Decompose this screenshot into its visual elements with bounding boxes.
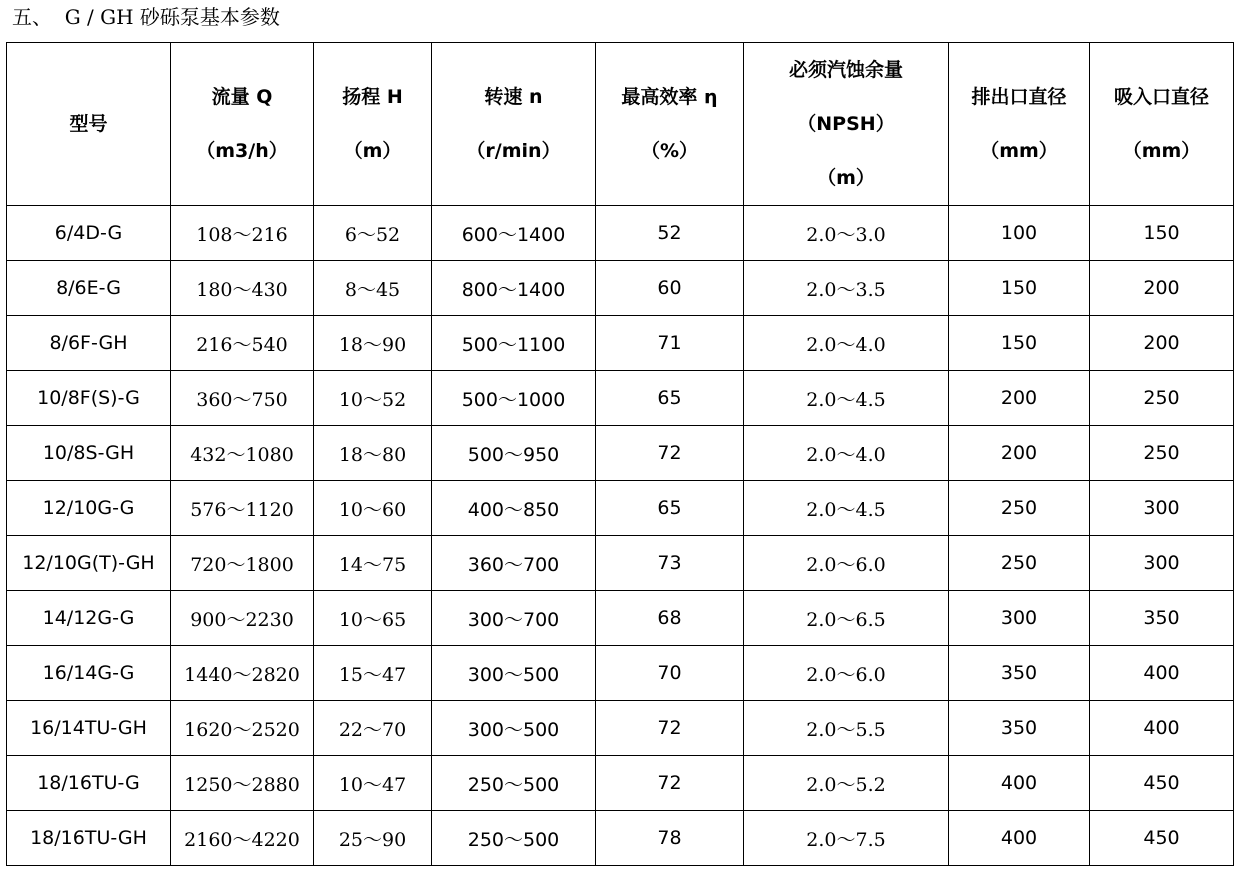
header-line: （mm）: [980, 140, 1058, 162]
cell-npsh: [744, 591, 949, 646]
cell-value: 432～1080: [190, 443, 294, 466]
header-line: （m3/h）: [196, 140, 288, 162]
cell-value: 10/8S-GH: [42, 442, 135, 464]
cell-flow: [171, 646, 314, 701]
cell-flow: [171, 371, 314, 426]
cell-value: 8～45: [344, 278, 401, 301]
cell-inlet-diameter: [1090, 591, 1234, 646]
cell-speed: [432, 261, 596, 316]
cell-npsh: [744, 206, 949, 261]
cell-value: 200: [1000, 442, 1038, 464]
cell-value: 250: [1143, 442, 1180, 464]
cell-value: 25～90: [338, 828, 407, 851]
cell-value: 250～500: [467, 773, 560, 796]
cell-speed: [432, 756, 596, 811]
cell-value: 6～52: [344, 223, 401, 246]
cell-outlet-diameter: [949, 206, 1090, 261]
cell-efficiency: [596, 646, 744, 701]
cell-model: [7, 811, 171, 866]
cell-inlet-diameter: [1090, 426, 1234, 481]
header-line: 最高效率 η: [621, 86, 718, 108]
cell-flow: [171, 591, 314, 646]
cell-value: 68: [657, 607, 682, 629]
cell-value: 500～1000: [461, 388, 566, 411]
cell-value: 2.0～4.5: [806, 388, 886, 411]
header-model: [7, 43, 171, 206]
cell-speed: [432, 591, 596, 646]
header-outlet-diameter: [949, 43, 1090, 206]
cell-value: 250: [1000, 497, 1038, 519]
cell-head: [314, 811, 432, 866]
table-row: [7, 591, 1234, 646]
cell-value: 2.0～7.5: [806, 828, 886, 851]
cell-flow: [171, 316, 314, 371]
cell-value: 150: [1000, 277, 1038, 299]
cell-model: [7, 426, 171, 481]
cell-inlet-diameter: [1090, 811, 1234, 866]
cell-value: 22～70: [338, 718, 407, 741]
cell-value: 72: [657, 717, 682, 739]
cell-value: 400～850: [467, 498, 560, 521]
cell-value: 250: [1143, 387, 1180, 409]
cell-value: 12/10G(T)-GH: [22, 552, 155, 574]
cell-value: 16/14G-G: [42, 662, 135, 684]
table-row: [7, 811, 1234, 866]
header-line: 必须汽蚀余量: [788, 59, 903, 81]
cell-value: 10/8F(S)-G: [37, 387, 140, 409]
table-row: [7, 206, 1234, 261]
cell-flow: [171, 261, 314, 316]
cell-head: [314, 536, 432, 591]
cell-npsh: [744, 646, 949, 701]
cell-value: 70: [657, 662, 682, 684]
cell-value: 1250～2880: [184, 773, 300, 796]
cell-efficiency: [596, 756, 744, 811]
cell-efficiency: [596, 426, 744, 481]
cell-model: [7, 591, 171, 646]
cell-outlet-diameter: [949, 316, 1090, 371]
cell-model: [7, 206, 171, 261]
cell-model: [7, 261, 171, 316]
cell-value: 600～1400: [461, 223, 566, 246]
cell-value: 350: [1000, 717, 1038, 739]
table-header: [7, 43, 1234, 206]
cell-outlet-diameter: [949, 426, 1090, 481]
header-line: 型号: [69, 112, 108, 135]
header-flow: [171, 43, 314, 206]
cell-head: [314, 206, 432, 261]
cell-value: 400: [1000, 772, 1038, 794]
cell-value: 200: [1000, 387, 1038, 409]
header-line: 排出口直径: [971, 86, 1067, 108]
cell-value: 18～80: [338, 443, 407, 466]
cell-value: 108～216: [196, 223, 288, 246]
table-row: [7, 316, 1234, 371]
header-line: （m）: [343, 140, 402, 162]
cell-npsh: [744, 536, 949, 591]
cell-head: [314, 481, 432, 536]
cell-value: 72: [657, 772, 682, 794]
cell-value: 10～52: [338, 388, 407, 411]
cell-value: 16/14TU-GH: [30, 717, 147, 739]
cell-npsh: [744, 811, 949, 866]
table-row: [7, 426, 1234, 481]
cell-value: 52: [657, 222, 682, 244]
cell-npsh: [744, 756, 949, 811]
cell-inlet-diameter: [1090, 536, 1234, 591]
cell-value: 350: [1143, 607, 1180, 629]
cell-value: 200: [1143, 332, 1180, 354]
cell-head: [314, 646, 432, 701]
header-line: 吸入口直径: [1113, 86, 1209, 108]
header-line: （r/min）: [466, 140, 561, 162]
cell-npsh: [744, 316, 949, 371]
cell-inlet-diameter: [1090, 261, 1234, 316]
cell-efficiency: [596, 591, 744, 646]
cell-head: [314, 756, 432, 811]
cell-npsh: [744, 371, 949, 426]
cell-value: 2.0～6.0: [806, 553, 886, 576]
cell-value: 71: [657, 332, 682, 354]
table-row: [7, 756, 1234, 811]
cell-head: [314, 316, 432, 371]
header-line: 扬程 H: [342, 86, 403, 108]
cell-value: 300～700: [467, 608, 560, 631]
header-speed: [432, 43, 596, 206]
cell-model: [7, 756, 171, 811]
table-row: [7, 261, 1234, 316]
cell-flow: [171, 811, 314, 866]
cell-value: 2.0～4.0: [806, 443, 886, 466]
cell-value: 2.0～6.0: [806, 663, 886, 686]
cell-value: 216～540: [196, 333, 288, 356]
cell-value: 8/6F-GH: [49, 332, 128, 354]
cell-npsh: [744, 261, 949, 316]
cell-value: 2.0～3.0: [806, 223, 886, 246]
cell-speed: [432, 316, 596, 371]
cell-head: [314, 261, 432, 316]
cell-value: 2.0～4.0: [806, 333, 886, 356]
cell-value: 180～430: [196, 278, 288, 301]
cell-value: 65: [657, 497, 682, 519]
cell-outlet-diameter: [949, 261, 1090, 316]
cell-head: [314, 591, 432, 646]
table-row: [7, 536, 1234, 591]
cell-speed: [432, 646, 596, 701]
cell-speed: [432, 536, 596, 591]
cell-model: [7, 536, 171, 591]
cell-efficiency: [596, 206, 744, 261]
header-line: 转速 n: [484, 86, 543, 108]
cell-value: 100: [1000, 222, 1038, 244]
cell-npsh: [744, 426, 949, 481]
cell-value: 400: [1143, 717, 1180, 739]
cell-efficiency: [596, 701, 744, 756]
header-line: （%）: [640, 140, 699, 162]
cell-value: 14/12G-G: [42, 607, 135, 629]
cell-inlet-diameter: [1090, 646, 1234, 701]
cell-speed: [432, 811, 596, 866]
cell-outlet-diameter: [949, 811, 1090, 866]
cell-flow: [171, 536, 314, 591]
cell-value: 18/16TU-GH: [30, 827, 147, 849]
cell-value: 2.0～5.2: [806, 773, 886, 796]
table-row: [7, 371, 1234, 426]
cell-value: 65: [657, 387, 682, 409]
cell-value: 2.0～6.5: [806, 608, 886, 631]
header-efficiency: [596, 43, 744, 206]
cell-value: 800～1400: [461, 278, 566, 301]
cell-value: 18～90: [338, 333, 407, 356]
cell-value: 10～65: [338, 608, 407, 631]
pump-parameter-table-wrapper: [6, 42, 1233, 866]
cell-value: 150: [1000, 332, 1038, 354]
pump-parameter-table: [6, 42, 1234, 866]
cell-speed: [432, 481, 596, 536]
cell-value: 18/16TU-G: [37, 772, 140, 794]
cell-flow: [171, 426, 314, 481]
cell-outlet-diameter: [949, 536, 1090, 591]
table-body: [7, 206, 1234, 866]
cell-model: [7, 481, 171, 536]
cell-outlet-diameter: [949, 481, 1090, 536]
cell-value: 60: [657, 277, 682, 299]
header-line: （m）: [817, 167, 875, 189]
cell-speed: [432, 701, 596, 756]
header-head: [314, 43, 432, 206]
cell-flow: [171, 701, 314, 756]
cell-efficiency: [596, 316, 744, 371]
cell-value: 6/4D-G: [54, 222, 123, 244]
cell-model: [7, 316, 171, 371]
cell-value: 360～750: [196, 388, 288, 411]
cell-inlet-diameter: [1090, 756, 1234, 811]
cell-efficiency: [596, 261, 744, 316]
cell-efficiency: [596, 481, 744, 536]
cell-value: 450: [1143, 827, 1180, 849]
cell-value: 2.0～3.5: [806, 278, 886, 301]
cell-value: 14～75: [338, 553, 407, 576]
table-row: [7, 701, 1234, 756]
cell-model: [7, 371, 171, 426]
cell-inlet-diameter: [1090, 206, 1234, 261]
cell-value: 1620～2520: [184, 718, 300, 741]
cell-inlet-diameter: [1090, 481, 1234, 536]
cell-value: 300～500: [467, 718, 560, 741]
table-row: [7, 481, 1234, 536]
cell-npsh: [744, 481, 949, 536]
cell-inlet-diameter: [1090, 316, 1234, 371]
cell-flow: [171, 756, 314, 811]
cell-outlet-diameter: [949, 591, 1090, 646]
cell-value: 2.0～4.5: [806, 498, 886, 521]
cell-model: [7, 701, 171, 756]
cell-value: 10～60: [338, 498, 407, 521]
cell-value: 8/6E-G: [56, 277, 121, 299]
cell-outlet-diameter: [949, 646, 1090, 701]
cell-value: 450: [1143, 772, 1180, 794]
cell-speed: [432, 426, 596, 481]
cell-value: 72: [657, 442, 682, 464]
cell-value: 78: [657, 827, 682, 849]
cell-value: 500～1100: [461, 333, 566, 356]
cell-model: [7, 646, 171, 701]
cell-value: 400: [1000, 827, 1038, 849]
cell-outlet-diameter: [949, 371, 1090, 426]
cell-value: 300: [1143, 497, 1180, 519]
cell-value: 400: [1143, 662, 1180, 684]
cell-value: 720～1800: [190, 553, 294, 576]
cell-value: 200: [1143, 277, 1180, 299]
cell-value: 2160～4220: [184, 828, 300, 851]
cell-efficiency: [596, 536, 744, 591]
cell-value: 10～47: [338, 773, 407, 796]
cell-flow: [171, 206, 314, 261]
cell-value: 300～500: [467, 663, 560, 686]
cell-inlet-diameter: [1090, 701, 1234, 756]
cell-efficiency: [596, 371, 744, 426]
cell-value: 900～2230: [190, 608, 294, 631]
cell-speed: [432, 371, 596, 426]
cell-head: [314, 701, 432, 756]
cell-value: 300: [1143, 552, 1180, 574]
header-row: [7, 43, 1234, 206]
cell-outlet-diameter: [949, 701, 1090, 756]
cell-value: 300: [1000, 607, 1038, 629]
header-line: 流量 Q: [211, 86, 273, 108]
cell-speed: [432, 206, 596, 261]
cell-inlet-diameter: [1090, 371, 1234, 426]
cell-value: 576～1120: [190, 498, 294, 521]
cell-flow: [171, 481, 314, 536]
header-inlet-diameter: [1090, 43, 1234, 206]
header-line: （mm）: [1122, 140, 1201, 162]
cell-value: 350: [1000, 662, 1038, 684]
table-row: [7, 646, 1234, 701]
cell-value: 500～950: [467, 443, 560, 466]
header-line: （NPSH）: [797, 113, 895, 135]
header-npsh: [744, 43, 949, 206]
cell-value: 250: [1000, 552, 1038, 574]
cell-efficiency: [596, 811, 744, 866]
cell-value: 1440～2820: [184, 663, 300, 686]
cell-head: [314, 426, 432, 481]
cell-value: 15～47: [338, 663, 407, 686]
cell-value: 12/10G-G: [42, 497, 135, 519]
cell-value: 73: [657, 552, 682, 574]
cell-value: 2.0～5.5: [806, 718, 886, 741]
cell-value: 150: [1143, 222, 1180, 244]
cell-head: [314, 371, 432, 426]
cell-value: 360～700: [467, 553, 560, 576]
page-title: 五、 G / GH 砂砾泵基本参数: [12, 5, 280, 29]
cell-npsh: [744, 701, 949, 756]
cell-value: 250～500: [467, 828, 560, 851]
cell-outlet-diameter: [949, 756, 1090, 811]
